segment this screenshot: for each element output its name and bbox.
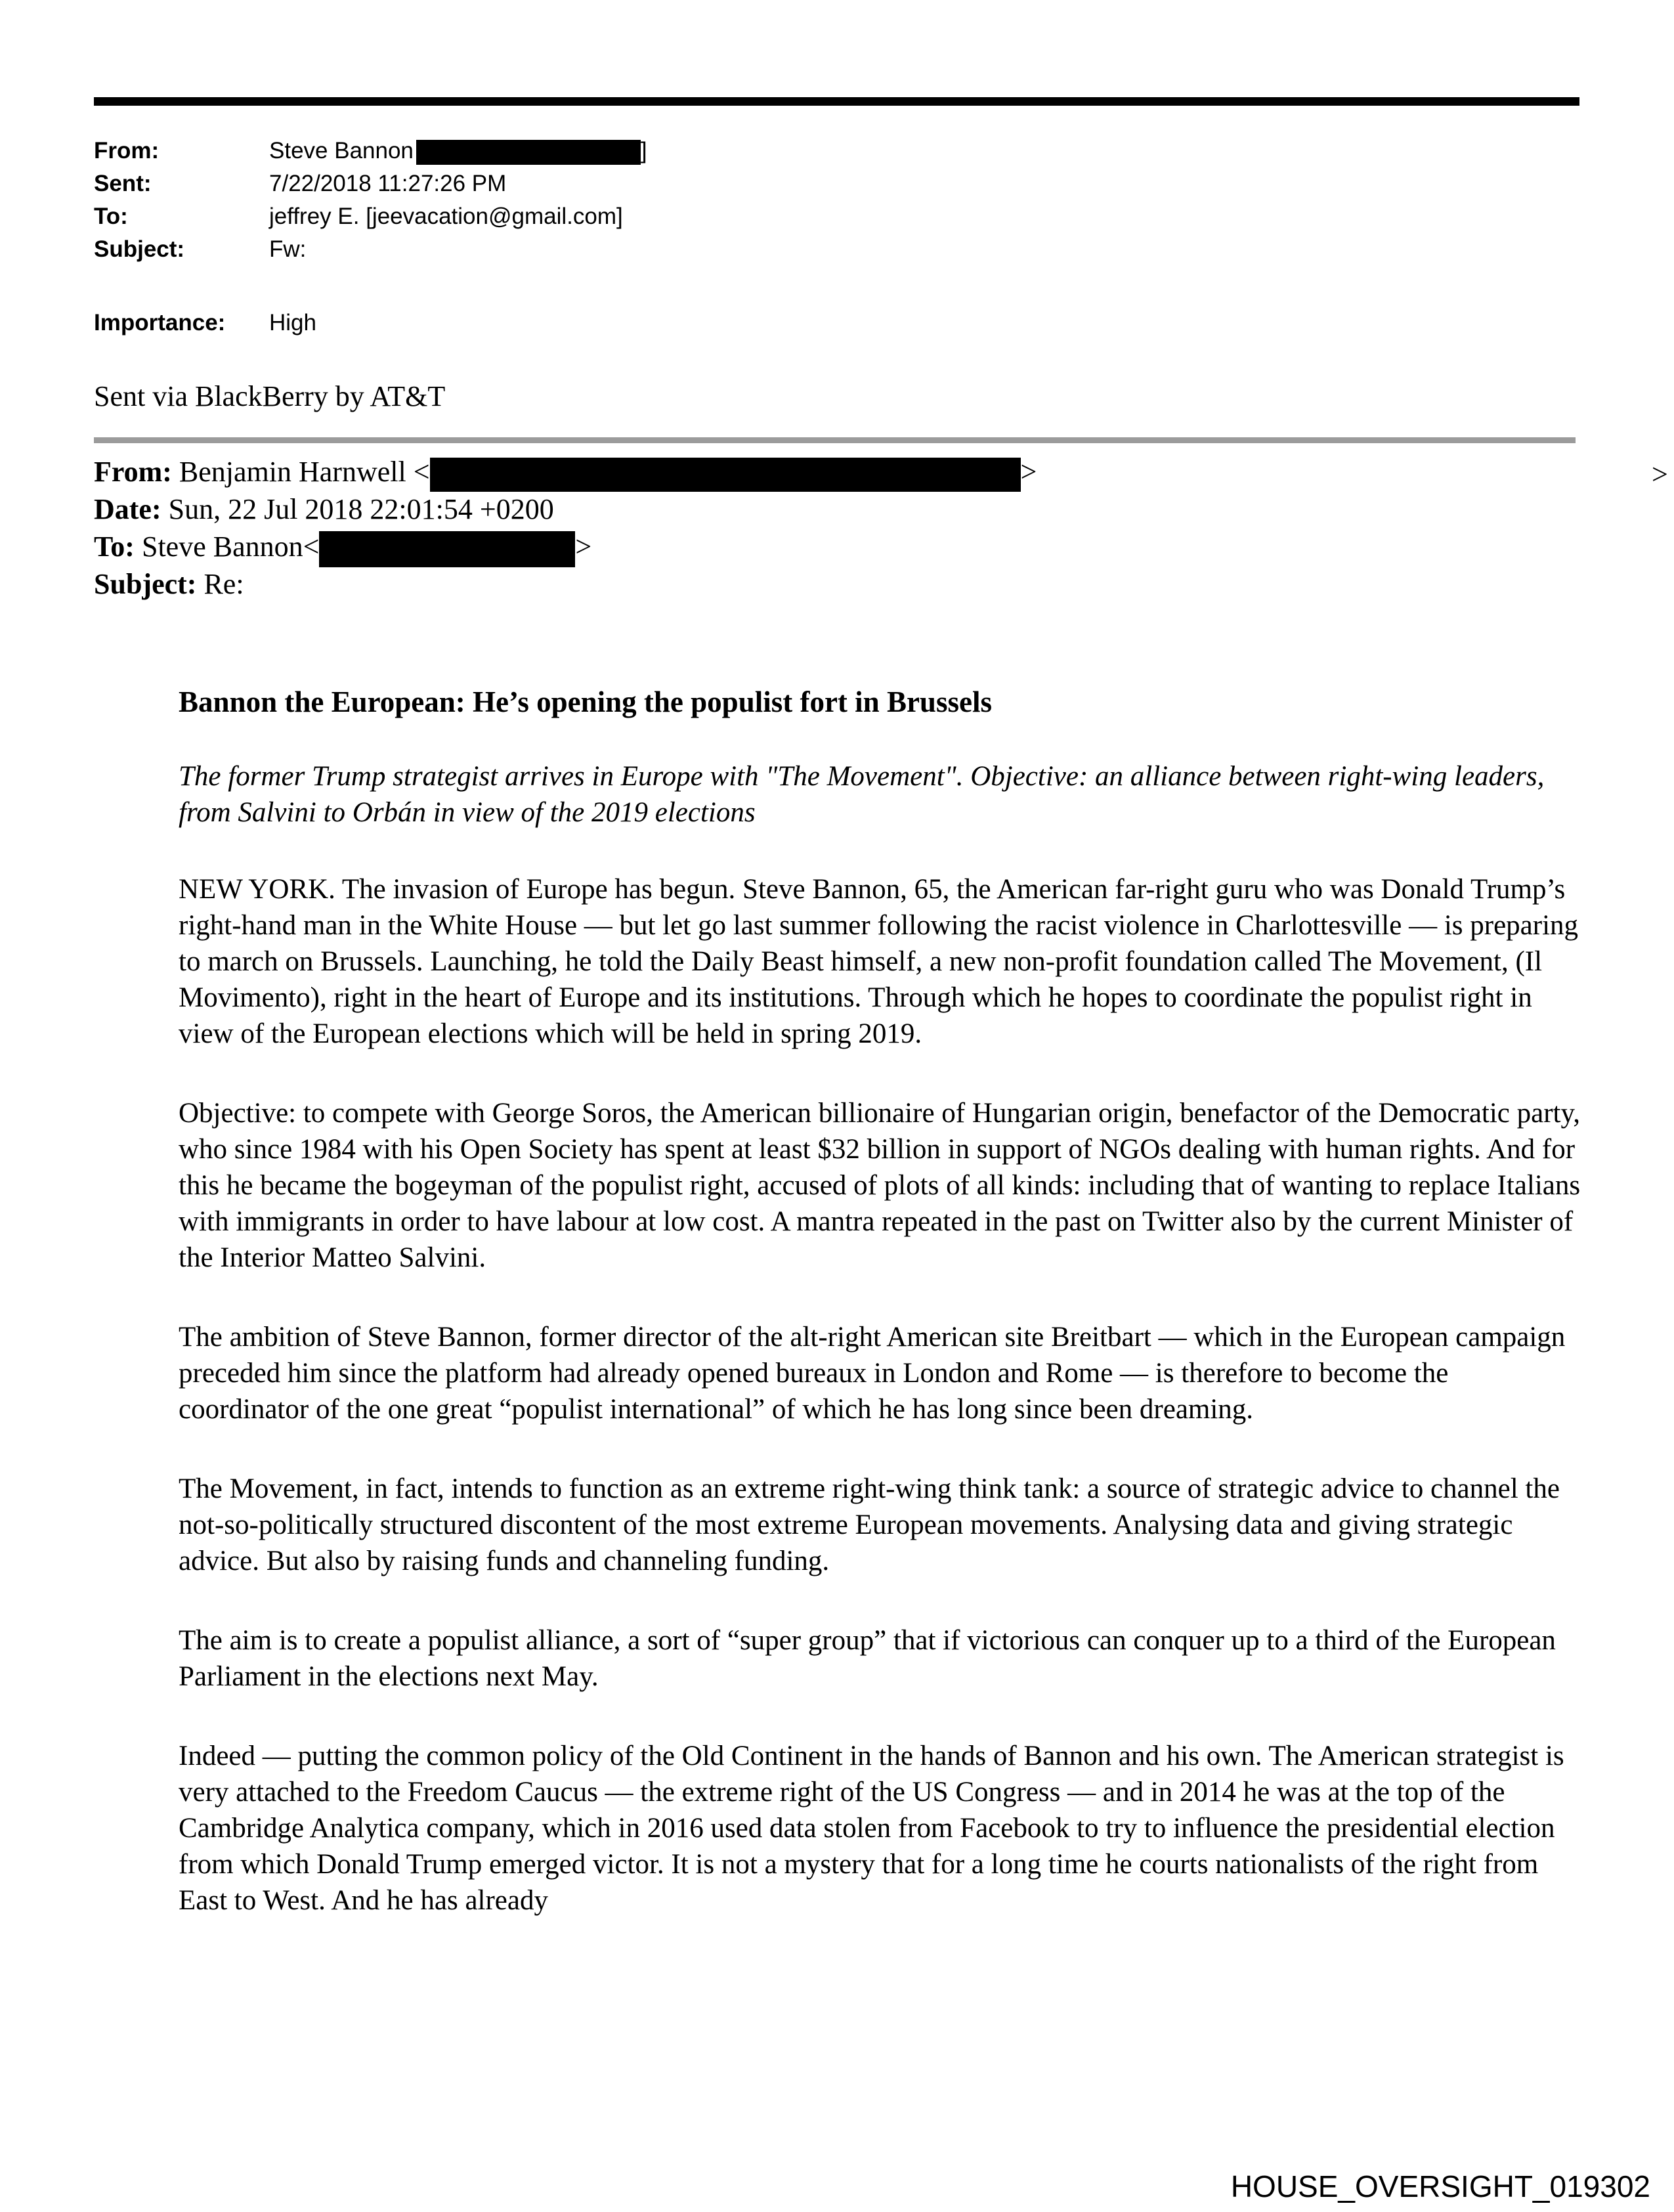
from-line-trailing-bracket: > — [1652, 458, 1668, 490]
header-subject-row — [94, 233, 647, 266]
fwd-to-label: To: — [94, 531, 135, 563]
redaction-bar — [430, 458, 1021, 492]
fwd-to-value: Steve Bannon< — [134, 531, 320, 563]
article-subtitle: The former Trump strategist arrives in Europe with "The Movement". Objective: an alliance between right-wing leaders, from Salvini to Orbán in view of the 2019 elections — [179, 761, 1545, 828]
article-paragraph: The aim is to create a populist alliance, a sort of “super group” that if victorious can conquer up to a third of the European Parliament in the elections next May. — [179, 1625, 1556, 1692]
article-paragraph: Objective: to compete with George Soros, the American billionaire of Hungarian origin, benefactor of the Democratic party, who since 1984 with his Open Society has spent at least $32 billion in support of NGOs dealing with human rights. And for this he became the bogeyman of the populist right, accused of plots of all kinds: including that of wanting to replace Italians with immigrants in order to have labour at low cost. A mantra repeated in the past on Twitter also by the current Minister of the Interior Matteo Salvini. — [179, 1098, 1581, 1273]
sent-value: 7/22/2018 11:27:26 PM — [269, 171, 507, 196]
from-label: From: — [94, 138, 160, 163]
top-divider-bar — [94, 97, 1579, 106]
sent-label: Sent: — [94, 171, 152, 196]
to-label: To: — [94, 204, 128, 229]
fwd-from-value: Benjamin Harnwell < — [171, 456, 430, 488]
header-to-row — [94, 200, 647, 233]
fwd-date-value: Sun, 22 Jul 2018 22:01:54 +0200 — [161, 493, 554, 525]
bates-number: HOUSE_OVERSIGHT_019302 — [1230, 2169, 1650, 2203]
importance-label: Importance: — [94, 310, 226, 336]
fwd-date-row — [94, 490, 1037, 528]
importance-value: High — [269, 310, 316, 336]
article-paragraph: The Movement, in fact, intends to function as an extreme right-wing think tank: a source of strategic advice to channel the not-so-politically structured discontent of the most extreme European movements. Analysing data and giving strategic advice. But also by raising funds and channeling funding. — [179, 1473, 1560, 1576]
from-suffix: ] — [640, 138, 647, 163]
fwd-from-close: > — [1020, 456, 1037, 488]
fwd-subject-label: Subject: — [94, 568, 197, 600]
from-value: Steve Bannon — [269, 138, 414, 163]
subject-label: Subject: — [94, 236, 185, 262]
fwd-from-row — [94, 453, 1037, 490]
header-sent-row — [94, 167, 647, 200]
redaction-bar — [319, 531, 575, 567]
article-paragraph: Indeed — putting the common policy of the Old Continent in the hands of Bannon and his own. The American strategist is very attached to the Freedom Caucus — the extreme right of the US Congress — and in 2014 he was at the top of the Cambridge Analytica company, which in 2016 used data stolen from Facebook to try to influence the presidential election from which Donald Trump emerged victor. It is not a mystery that for a long time he courts nationalists of the right from East to West. And he has already — [179, 1741, 1564, 1916]
header-from-row — [94, 135, 647, 167]
to-value: jeffrey E. [jeevacation@gmail.com] — [269, 204, 623, 229]
email-header — [94, 135, 647, 266]
fwd-subject-row — [94, 565, 1037, 603]
article-body — [179, 684, 1583, 1962]
article-paragraph: The ambition of Steve Bannon, former director of the alt-right American site Breitbart — which in the European campaign preceded him since the platform had already opened bureaux in London and Rome — is therefore to become the coordinator of the one great “populist international” of which he has long since been dreaming. — [179, 1322, 1566, 1425]
redaction-bar — [416, 140, 641, 165]
article-title: Bannon the European: He’s opening the populist fort in Brussels — [179, 685, 992, 718]
article-paragraph: NEW YORK. The invasion of Europe has begun. Steve Bannon, 65, the American far-right guru who was Donald Trump’s right-hand man in the White House — but let go last summer following the racist violence in Charlottesville — is preparing to march on Brussels. Launching, he told the Daily Beast himself, a new non-profit foundation called The Movement, (Il Movimento), right in the heart of Europe and its institutions. Through which he hopes to coordinate the populist right in view of the European elections which will be held in spring 2019. — [179, 874, 1579, 1049]
fwd-from-label: From: — [94, 456, 172, 488]
fwd-to-close: > — [575, 531, 592, 563]
sent-via-line: Sent via BlackBerry by AT&T — [94, 380, 446, 412]
forwarded-header — [94, 453, 1037, 603]
fwd-date-label: Date: — [94, 493, 161, 525]
fwd-subject-value: Re: — [196, 568, 244, 600]
subject-value: Fw: — [269, 236, 307, 262]
importance-row — [94, 307, 316, 339]
fwd-to-row — [94, 528, 1037, 565]
gray-divider-line — [94, 437, 1576, 443]
